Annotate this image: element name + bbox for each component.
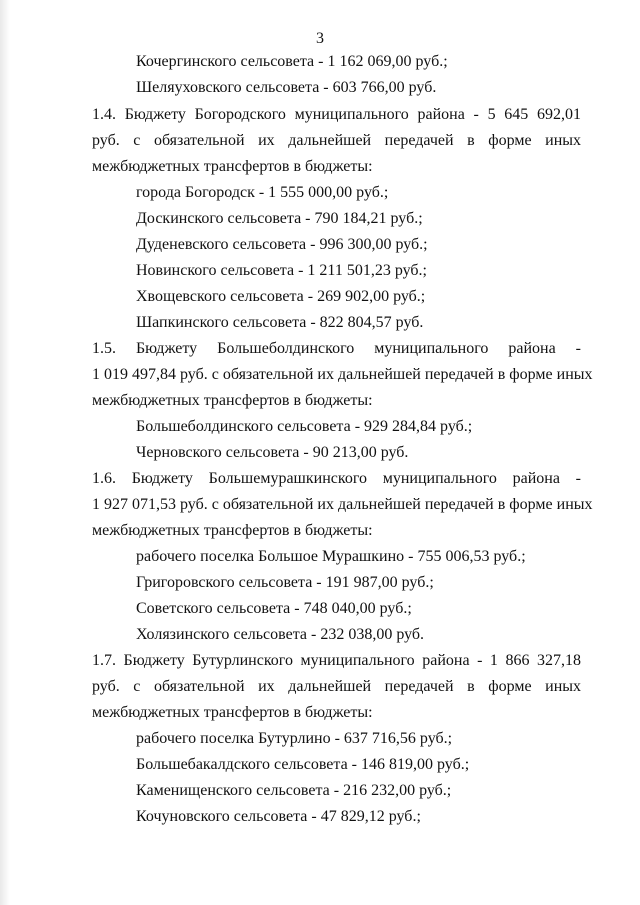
text-line: Доскинского сельсовета - 790 184,21 руб.; bbox=[136, 210, 423, 227]
text-line: межбюджетных трансфертов в бюджеты: bbox=[92, 704, 373, 721]
text-line: Черновского сельсовета - 90 213,00 руб. bbox=[136, 444, 409, 461]
text-line: Большеболдинского сельсовета - 929 284,84 руб.; bbox=[136, 418, 473, 435]
text-line: рабочего поселка Бутурлино - 637 716,56 руб.; bbox=[136, 730, 453, 747]
section-heading: 1.4. Бюджету Богородского муниципального района - 5 645 692,01 bbox=[92, 106, 581, 123]
text-line: Дуденевского сельсовета - 996 300,00 руб.; bbox=[136, 236, 428, 253]
text-line: Хвощевского сельсовета - 269 902,00 руб.; bbox=[136, 288, 426, 305]
text-line: межбюджетных трансфертов в бюджеты: bbox=[92, 392, 373, 409]
text-line: города Богородск - 1 555 000,00 руб.; bbox=[136, 184, 389, 201]
text-line: рабочего поселка Большое Мурашкино - 755 006,53 руб.; bbox=[136, 548, 526, 565]
section-heading: 1.6. Бюджету Большемурашкинского муниципального района - bbox=[92, 470, 581, 487]
text-line: Шеляуховского сельсовета - 603 766,00 руб. bbox=[136, 79, 437, 96]
text-line: Шапкинского сельсовета - 822 804,57 руб. bbox=[136, 314, 424, 331]
page-number: 3 bbox=[316, 30, 324, 47]
text-line: Кочергинского сельсовета - 1 162 069,00 руб.; bbox=[136, 53, 448, 70]
text-line: Григоровского сельсовета - 191 987,00 руб.; bbox=[136, 574, 434, 591]
text-line: межбюджетных трансфертов в бюджеты: bbox=[92, 522, 373, 539]
text-line: Кочуновского сельсовета - 47 829,12 руб.; bbox=[136, 808, 421, 825]
section-heading: 1.5. Бюджету Большеболдинского муниципального района - bbox=[92, 340, 581, 357]
scan-edge-shadow bbox=[0, 0, 10, 905]
text-line: Советского сельсовета - 748 040,00 руб.; bbox=[136, 600, 412, 617]
text-line: руб. с обязательной их дальнейшей передачей в форме иных bbox=[92, 132, 581, 149]
text-line: 1 019 497,84 руб. с обязательной их дальнейшей передачей в форме иных bbox=[92, 366, 593, 383]
text-line: 1 927 071,53 руб. с обязательной их дальнейшей передачей в форме иных bbox=[92, 496, 593, 513]
text-line: Холязинского сельсовета - 232 038,00 руб. bbox=[136, 626, 425, 643]
text-line: Большебакалдского сельсовета - 146 819,00 руб.; bbox=[136, 756, 470, 773]
text-line: руб. с обязательной их дальнейшей передачей в форме иных bbox=[92, 678, 581, 695]
text-line: межбюджетных трансфертов в бюджеты: bbox=[92, 158, 373, 175]
section-heading: 1.7. Бюджету Бутурлинского муниципального района - 1 866 327,18 bbox=[92, 652, 581, 669]
text-line: Новинского сельсовета - 1 211 501,23 руб.; bbox=[136, 262, 427, 279]
text-line: Каменищенского сельсовета - 216 232,00 руб.; bbox=[136, 782, 452, 799]
